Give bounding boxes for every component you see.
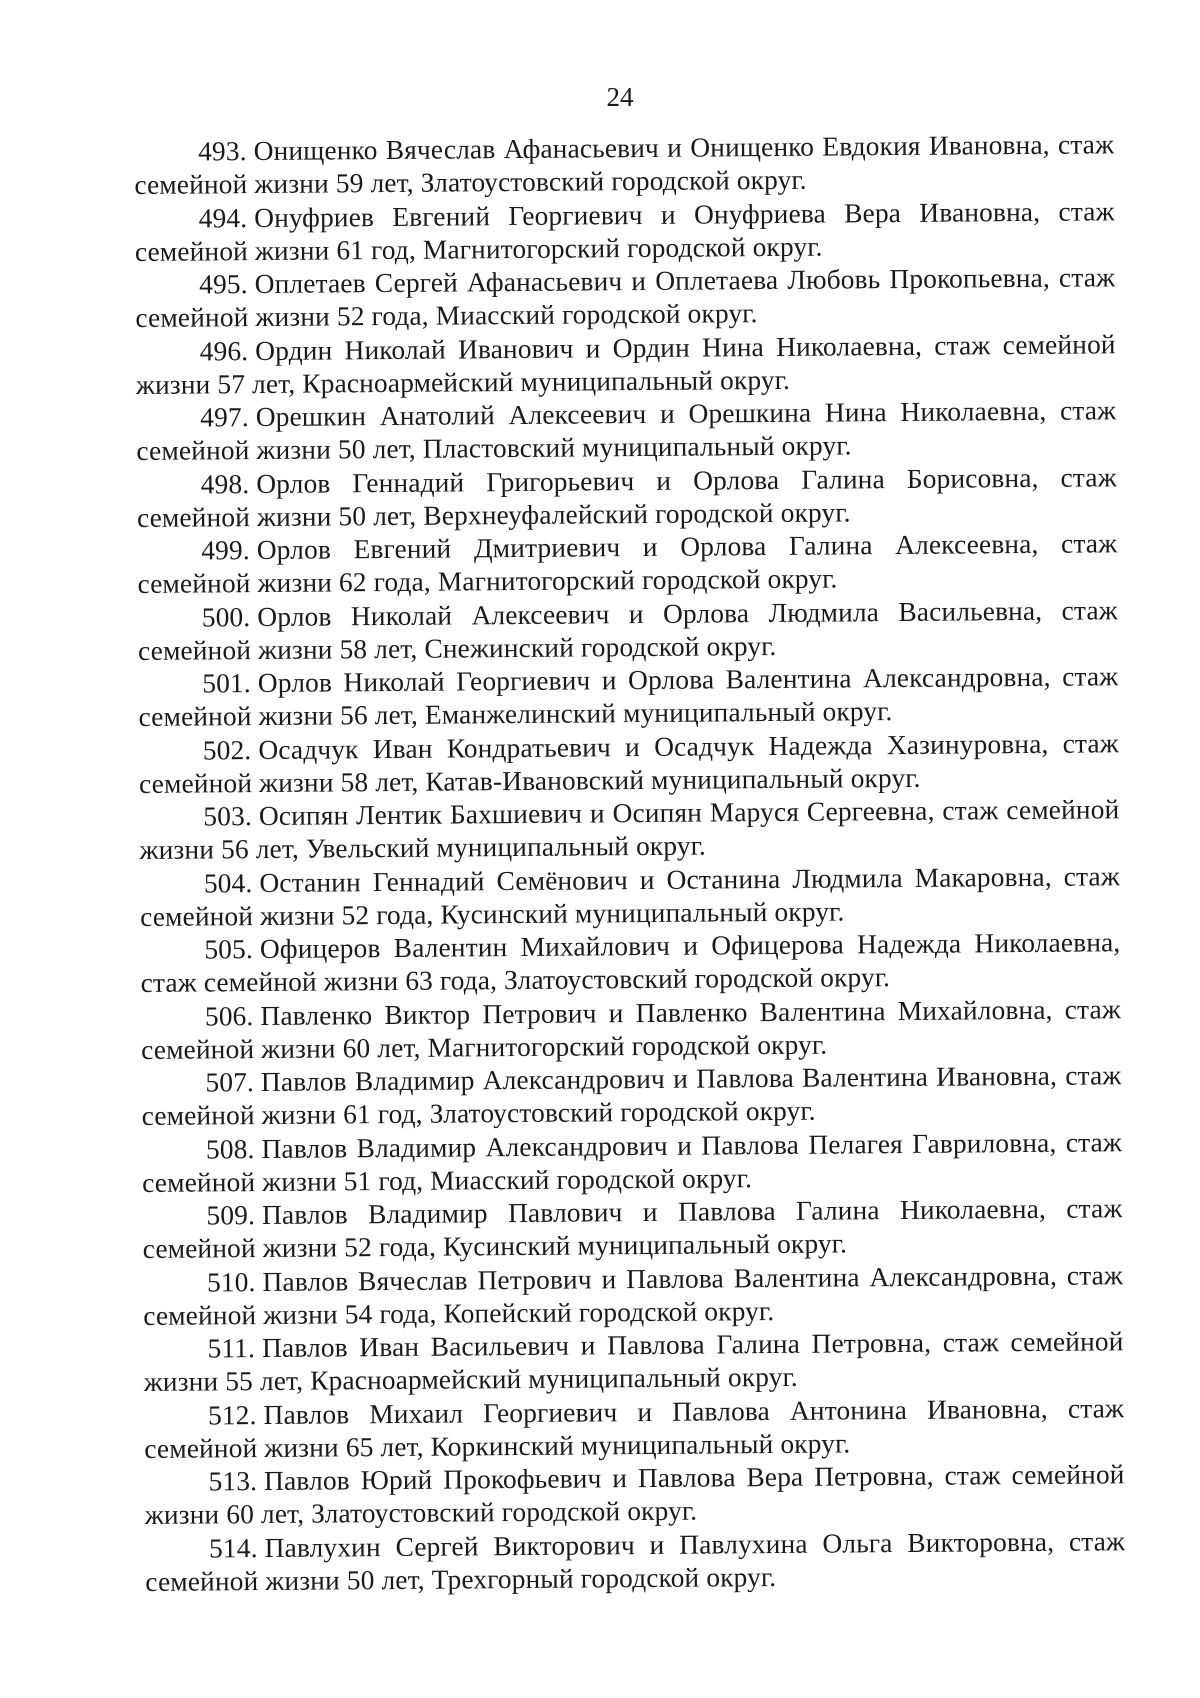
- entry-number: 497.: [200, 402, 249, 433]
- entries-list: [134, 128, 1125, 1599]
- entry-number: 498.: [200, 468, 250, 499]
- list-item: [142, 1126, 1122, 1200]
- list-item: [144, 1392, 1124, 1466]
- entry-number: 505.: [204, 934, 254, 965]
- entry-text: Павлухин Сергей Викторович и Павлухина Ольга Викторовна, стаж семейной жизни 50 лет, Трехгорный городской округ.: [145, 1525, 1126, 1597]
- list-item: [141, 993, 1121, 1067]
- entry-text: Оплетаев Сергей Афанасьевич и Оплетаева Любовь Прокопьевна, стаж семейной жизни 52 года, Миасский городской округ.: [135, 262, 1116, 333]
- entry-number: 500.: [201, 601, 251, 632]
- entry-number: 493.: [198, 136, 247, 167]
- entry-text: Орлов Евгений Дмитриевич и Орлова Галина Алексеевна, стаж семейной жизни 62 года, Магнитогорский городской округ.: [137, 528, 1118, 599]
- entry-number: 495.: [199, 269, 248, 300]
- entry-text: Осипян Лентик Бахшиевич и Осипян Маруся Сергеевна, стаж семейной жизни 56 лет, Увельский муниципальный округ.: [139, 794, 1120, 865]
- entry-number: 512.: [207, 1399, 257, 1430]
- list-item: [137, 527, 1117, 601]
- entry-text: Павлов Юрий Прокофьевич и Павлова Вера Петровна, стаж семейной жизни 60 лет, Златоустовский городской округ.: [144, 1459, 1125, 1530]
- list-item: [138, 660, 1118, 734]
- entry-number: 511.: [207, 1333, 256, 1364]
- entry-number: 508.: [205, 1133, 255, 1164]
- entry-number: 506.: [204, 1000, 254, 1031]
- entry-text: Павлов Владимир Александрович и Павлова Валентина Ивановна, стаж семейной жизни 61 год, Златоустовский городской округ.: [141, 1060, 1122, 1131]
- list-item: [141, 1059, 1121, 1133]
- entry-text: Павлов Владимир Павлович и Павлова Галина Николаевна, стаж семейной жизни 52 года, Кусинский муниципальный округ.: [142, 1193, 1123, 1264]
- entry-number: 504.: [203, 867, 253, 898]
- entry-text: Останин Геннадий Семёнович и Останина Людмила Макаровна, стаж семейной жизни 52 года, Кусинский муниципальный округ.: [140, 860, 1120, 932]
- entry-number: 514.: [208, 1532, 258, 1563]
- list-item: [144, 1458, 1124, 1532]
- entry-number: 499.: [201, 535, 250, 566]
- entry-number: 502.: [202, 734, 252, 765]
- page-number: 24: [606, 82, 634, 112]
- entry-text: Павлов Вячеслав Петрович и Павлова Валентина Александровна, стаж семейной жизни 54 года, Копейский городской округ.: [143, 1259, 1124, 1331]
- entry-text: Павлов Михаил Георгиевич и Павлова Антонина Ивановна, стаж семейной жизни 65 лет, Коркинский муниципальный округ.: [144, 1392, 1125, 1464]
- entry-text: Онуфриев Евгений Георгиевич и Онуфриева Вера Ивановна, стаж семейной жизни 61 год, Магнитогорский городской округ.: [134, 195, 1115, 267]
- entry-number: 503.: [203, 801, 253, 832]
- list-item: [143, 1325, 1123, 1399]
- entry-text: Орлов Николай Алексеевич и Орлова Людмила Васильевна, стаж семейной жизни 58 лет, Снежинский городской округ.: [137, 594, 1118, 666]
- list-item: [135, 261, 1115, 335]
- entry-number: 496.: [199, 335, 249, 366]
- list-item: [139, 727, 1119, 801]
- list-item: [142, 1192, 1122, 1266]
- entry-text: Павлов Иван Васильевич и Павлова Галина Петровна, стаж семейной жизни 55 лет, Красноармейский муниципальный округ.: [143, 1326, 1124, 1397]
- entry-text: Павлов Владимир Александрович и Павлова Пелагея Гавриловна, стаж семейной жизни 51 год, Миасский городской округ.: [142, 1126, 1123, 1198]
- list-item: [135, 195, 1115, 269]
- entry-number: 507.: [205, 1067, 255, 1098]
- entry-number: 513.: [208, 1466, 258, 1497]
- entry-number: 509.: [206, 1200, 256, 1231]
- list-item: [138, 594, 1118, 668]
- list-item: [139, 793, 1119, 867]
- list-item: [140, 860, 1120, 934]
- list-item: [136, 328, 1116, 402]
- list-item: [134, 128, 1114, 202]
- entry-text: Ордин Николай Иванович и Ордин Нина Николаевна, стаж семейной жизни 57 лет, Красноармейский муниципальный округ.: [135, 328, 1116, 400]
- entry-text: Офицеров Валентин Михайлович и Офицерова Надежда Николаевна, стаж семейной жизни 63 года, Златоустовский городской округ.: [140, 927, 1121, 998]
- entry-text: Орешкин Анатолий Алексеевич и Орешкина Нина Николаевна, стаж семейной жизни 50 лет, Пластовский муниципальный округ.: [136, 395, 1117, 466]
- list-item: [136, 394, 1116, 468]
- list-item: [137, 461, 1117, 535]
- entry-text: Павленко Виктор Петрович и Павленко Валентина Михайловна, стаж семейной жизни 60 лет, Магнитогорский городской округ.: [141, 993, 1122, 1065]
- entry-text: Осадчук Иван Кондратьевич и Осадчук Надежда Хазинуровна, стаж семейной жизни 58 лет, Катав-Ивановский муниципальный округ.: [138, 727, 1119, 799]
- list-item: [143, 1259, 1123, 1333]
- entry-text: Орлов Геннадий Григорьевич и Орлова Галина Борисовна, стаж семейной жизни 50 лет, Верхнеуфалейский городской округ.: [136, 461, 1117, 533]
- entry-number: 510.: [206, 1266, 256, 1297]
- list-item: [145, 1525, 1125, 1599]
- entry-number: 501.: [202, 668, 251, 699]
- entry-text: Орлов Николай Георгиевич и Орлова Валентина Александровна, стаж семейной жизни 56 лет, Еманжелинский муниципальный округ.: [138, 661, 1119, 732]
- list-item: [140, 926, 1120, 1000]
- entry-text: Онищенко Вячеслав Афанасьевич и Онищенко Евдокия Ивановна, стаж семейной жизни 59 лет, Златоустовский городской округ.: [134, 129, 1115, 200]
- entry-number: 494.: [198, 202, 248, 233]
